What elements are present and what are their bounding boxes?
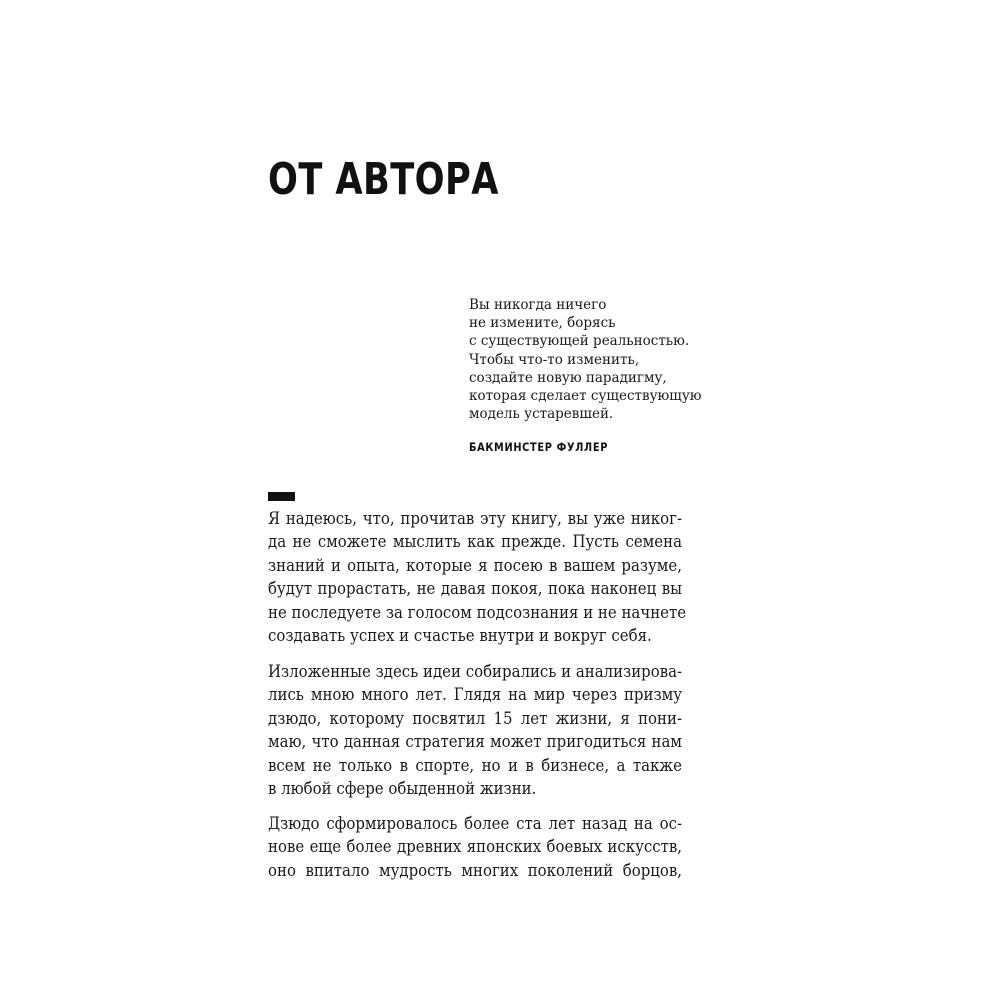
text-line: в любой сфере обыденной жизни. — [268, 779, 537, 799]
section-marker — [268, 492, 295, 501]
text-line: создавать успех и счастье внутри и вокруг себя. — [268, 626, 652, 646]
text-line: маю, что данная стратегия может пригодиться нам — [268, 732, 682, 752]
text-line: лись мною много лет. Глядя на мир через призму — [268, 685, 682, 705]
epigraph-line: модель устаревшей. — [469, 406, 614, 423]
text-line: не последуете за голосом подсознания и не начнете — [268, 602, 687, 622]
text-line: Дзюдо сформировалось более ста лет назад на ос- — [268, 814, 682, 833]
text-line: нове еще более древних японских боевых искусств, — [268, 837, 682, 857]
text-line: оно впитало мудрость многих поколений борцов, — [268, 860, 682, 880]
epigraph-line: которая сделает существующую — [469, 388, 702, 405]
chapter-title: ОТ АВТОРА — [268, 154, 499, 205]
text-line: всем не только в спорте, но и в бизнесе, а также — [268, 755, 682, 775]
body-paragraph-1 — [268, 507, 687, 647]
text-line: Я надеюсь, что, прочитав эту книгу, вы уже никог- — [268, 509, 682, 528]
epigraph-author: БАКМИНСТЕР ФУЛЛЕР — [469, 440, 609, 454]
text-line: да не сможете мыслить как прежде. Пусть семена — [268, 532, 682, 552]
text-line: будут прорастать, не давая покоя, пока наконец вы — [268, 579, 682, 599]
epigraph-line: с существующей реальностью. — [469, 333, 690, 350]
text-line: Изложенные здесь идеи собирались и анализирова- — [268, 662, 683, 681]
epigraph-line: создайте новую парадигму, — [469, 369, 667, 386]
text-line: знаний и опыта, которые я посею в вашем разуме, — [268, 555, 682, 575]
epigraph-line: не измените, борясь — [469, 315, 616, 332]
text-line: дзюдо, которому посвятил 15 лет жизни, я пони- — [268, 708, 682, 728]
epigraph-line: Чтобы что-то изменить, — [469, 351, 640, 368]
body-paragraph-2 — [268, 660, 682, 800]
epigraph-line: Вы никогда ничего — [469, 297, 607, 313]
body-paragraph-3 — [268, 812, 682, 882]
epigraph-quote — [469, 296, 709, 423]
